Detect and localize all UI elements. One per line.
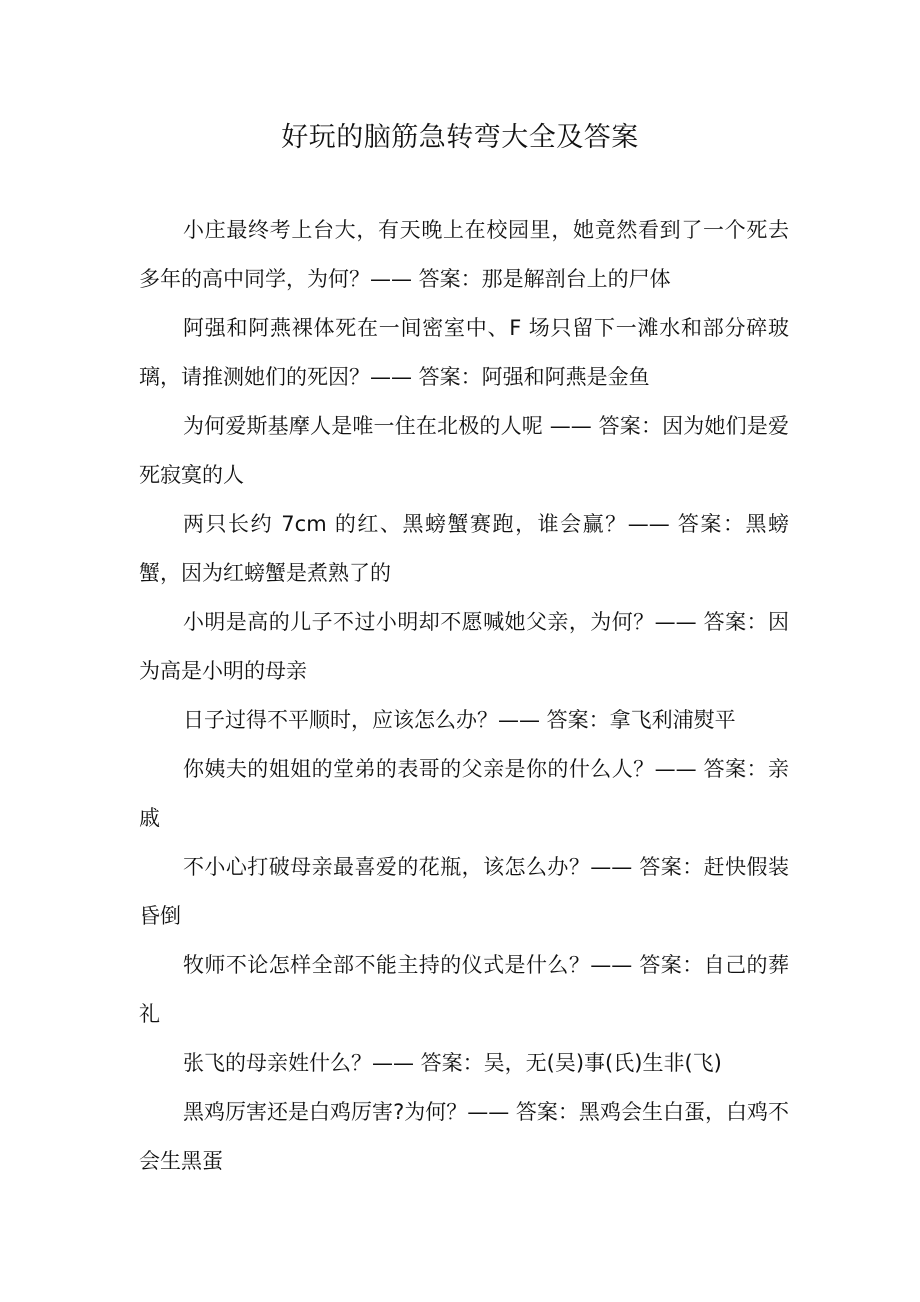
paragraph-riddle-3: 为何爱斯基摩人是唯一住在北极的人呢 —— 答案：因为她们是爱死寂寞的人 [139,414,789,487]
paragraph-riddle-10: 张飞的母亲姓什么？—— 答案：吴，无(吴)事(氏)生非(飞) [183,1051,722,1075]
paragraph-riddle-6: 日子过得不平顺时，应该怎么办？—— 答案：拿飞利浦熨平 [183,708,736,732]
paragraph-riddle-9: 牧师不论怎样全部不能主持的仪式是什么？—— 答案：自己的葬礼 [139,953,789,1026]
document-body [139,206,789,1186]
paragraph-riddle-5: 小明是高的儿子不过小明却不愿喊她父亲，为何？—— 答案：因为高是小明的母亲 [139,610,789,683]
page-title: 好玩的脑筋急转弯大全及答案 [281,122,639,153]
paragraph-riddle-2: 阿强和阿燕裸体死在一间密室中、F 场只留下一滩水和部分碎玻璃，请推测她们的死因？—— 答案：阿强和阿燕是金鱼 [139,316,789,389]
paragraph-riddle-4: 两只长约 7cm 的红、黑螃蟹赛跑，谁会赢？—— 答案：黑螃蟹，因为红螃蟹是煮熟了的 [139,512,789,585]
paragraph-riddle-11: 黑鸡厉害还是白鸡厉害?为何？—— 答案：黑鸡会生白蛋，白鸡不会生黑蛋 [139,1100,789,1173]
paragraph-riddle-8: 不小心打破母亲最喜爱的花瓶，该怎么办？—— 答案：赶快假装昏倒 [139,855,789,928]
paragraph-riddle-7: 你姨夫的姐姐的堂弟的表哥的父亲是你的什么人？—— 答案：亲戚 [139,757,789,830]
paragraph-riddle-1: 小庄最终考上台大，有天晚上在校园里，她竟然看到了一个死去多年的高中同学，为何？—— 答案：那是解剖台上的尸体 [139,218,789,291]
